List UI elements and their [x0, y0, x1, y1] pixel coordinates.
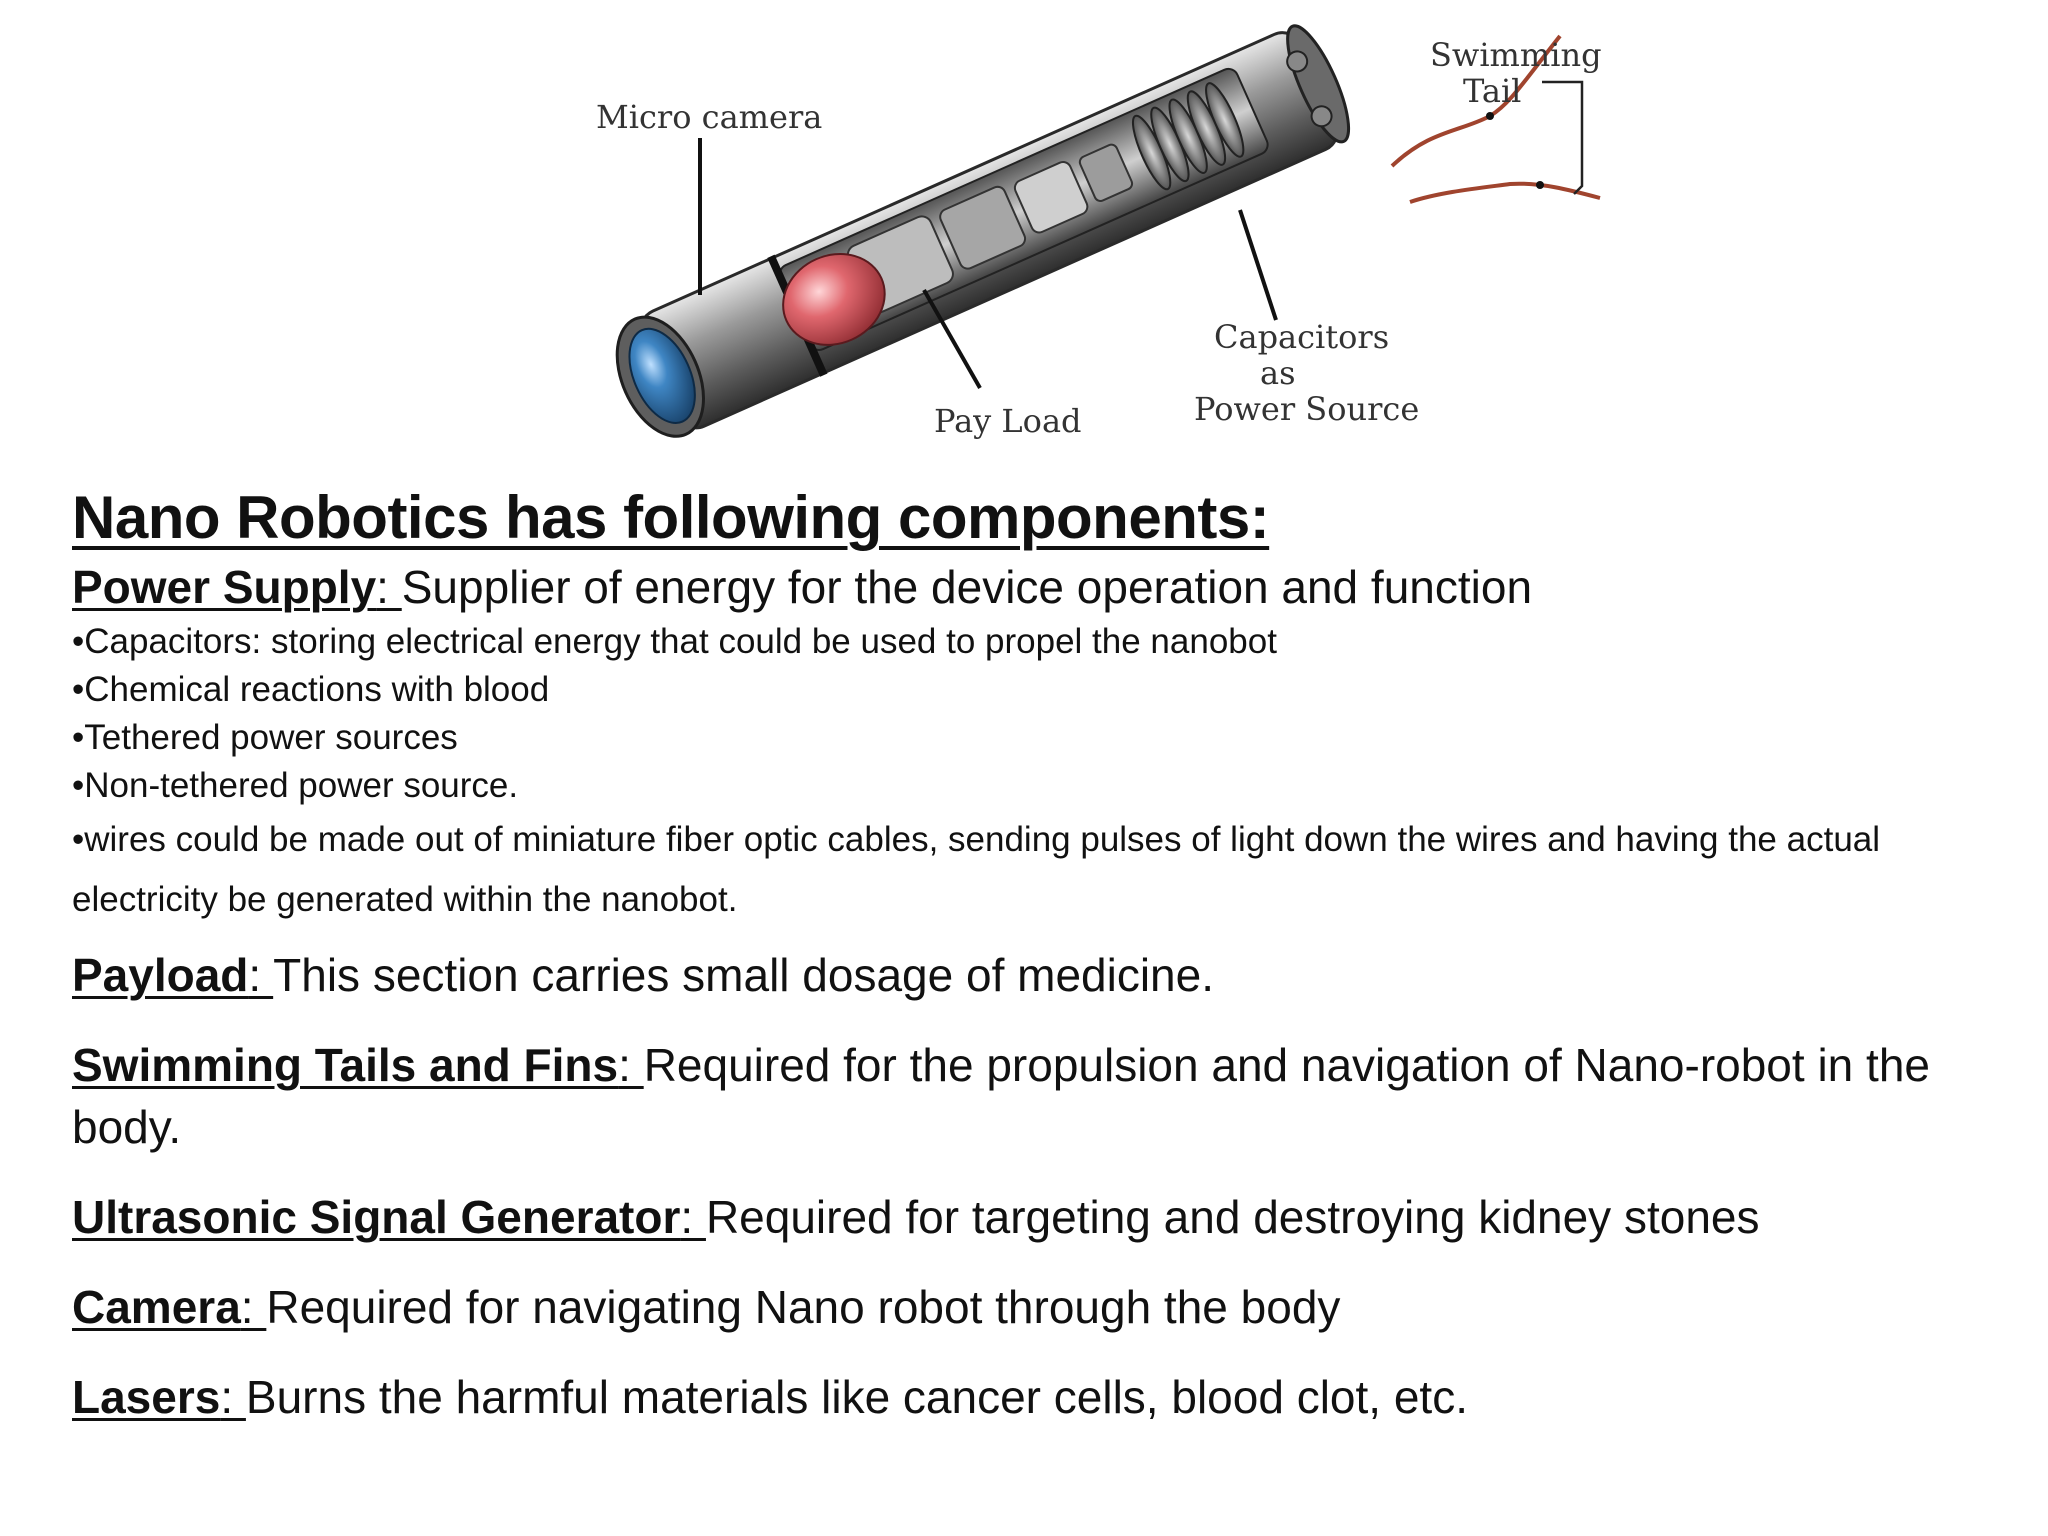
ultrasonic-text: Required for targeting and destroying kidney stones	[705, 1191, 1760, 1243]
tails-colon: :	[618, 1039, 644, 1091]
camera-colon: :	[240, 1281, 267, 1333]
list-item: •Chemical reactions with blood	[72, 670, 550, 709]
content-area	[72, 480, 2012, 1428]
label-swimming-tail-1: Swimming	[1430, 36, 1602, 74]
power-supply-colon: :	[376, 561, 402, 613]
lasers-section	[72, 1366, 2012, 1428]
lasers-colon: :	[220, 1371, 246, 1423]
tails-section	[72, 1034, 2012, 1158]
power-supply-bullets	[72, 618, 2012, 930]
label-micro-camera: Micro camera	[596, 98, 823, 136]
label-pay-load: Pay Load	[934, 402, 1082, 440]
lasers-text: Burns the harmful materials like cancer cells, blood clot, etc.	[245, 1371, 1468, 1423]
ultrasonic-term: Ultrasonic Signal Generator	[72, 1191, 681, 1243]
payload-section	[72, 944, 2012, 1006]
label-capacitors-2: as	[1260, 354, 1296, 392]
camera-section	[72, 1276, 2012, 1338]
capacitors-pointer	[1240, 210, 1276, 320]
nanorobot-diagram	[560, 20, 1620, 460]
camera-term: Camera	[72, 1281, 241, 1333]
payload-term: Payload	[72, 949, 249, 1001]
list-item: •wires could be made out of miniature fiber optic cables, sending pulses of light down the wires and having the actual electricity be generated within the nanobot.	[72, 820, 1881, 919]
lasers-term: Lasers	[72, 1371, 221, 1423]
power-supply-term: Power Supply	[72, 561, 377, 613]
label-swimming-tail-2: Tail	[1463, 72, 1522, 110]
list-item: •Non-tethered power source.	[72, 766, 519, 805]
tails-text: Required for the propulsion and navigation of Nano-robot in the body.	[72, 1039, 1930, 1153]
page-title: Nano Robotics has following components:	[72, 484, 1270, 551]
tails-term: Swimming Tails and Fins	[72, 1039, 619, 1091]
label-capacitors-1: Capacitors	[1214, 318, 1390, 356]
label-capacitors-3: Power Source	[1194, 390, 1420, 428]
list-item: •Tethered power sources	[72, 718, 458, 757]
payload-colon: :	[248, 949, 274, 1001]
ultrasonic-section	[72, 1186, 2012, 1248]
power-supply-text: Supplier of energy for the device operation and function	[401, 561, 1533, 613]
tail-bracket	[1542, 82, 1582, 194]
power-supply-section	[72, 556, 2012, 618]
payload-text: This section carries small dosage of medicine.	[273, 949, 1214, 1001]
camera-text: Required for navigating Nano robot through the body	[266, 1281, 1341, 1333]
ultrasonic-colon: :	[680, 1191, 706, 1243]
list-item: •Capacitors: storing electrical energy that could be used to propel the nanobot	[72, 622, 1277, 661]
